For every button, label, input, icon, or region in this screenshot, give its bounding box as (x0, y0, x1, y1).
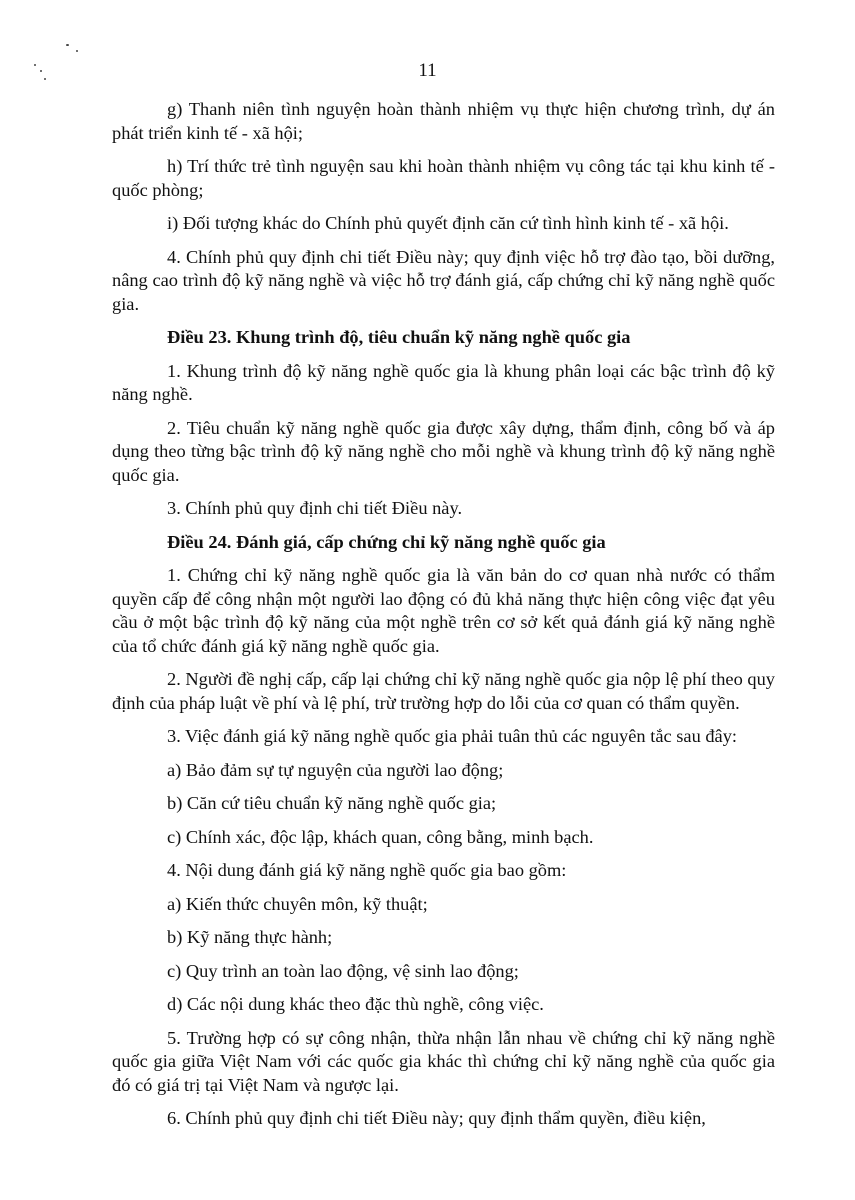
article-24-item-5: 5. Trường hợp có sự công nhận, thừa nhận lẫn nhau về chứng chỉ kỹ năng nghề quốc gia giữa Việt Nam với các quốc gia khác thì chứng chỉ kỹ năng nghề của quốc gia đó có giá trị tại Việt Nam và ngược lại. (112, 1027, 775, 1095)
article-24-item-4-c: c) Quy trình an toàn lao động, vệ sinh lao động; (167, 960, 519, 981)
article-23-heading: Điều 23. Khung trình độ, tiêu chuẩn kỹ năng nghề quốc gia (167, 327, 631, 347)
page-number: 11 (418, 60, 437, 81)
article-24-heading: Điều 24. Đánh giá, cấp chứng chỉ kỹ năng nghề quốc gia (167, 531, 606, 552)
article-24-item-4: 4. Nội dung đánh giá kỹ năng nghề quốc gia bao gồm: (167, 860, 567, 880)
article-23-item-3: 3. Chính phủ quy định chi tiết Điều này. (167, 498, 463, 518)
scan-speck (76, 50, 78, 52)
article-24-item-1: 1. Chứng chỉ kỹ năng nghề quốc gia là văn bản do cơ quan nhà nước có thẩm quyền cấp để công nhận một người lao động có đủ khả năng thực hiện công việc đạt yêu cầu ở một bậc trình độ kỹ năng của một nghề trên cơ sở kết quả đánh giá kỹ năng nghề của tổ chức đánh giá kỹ năng nghề quốc gia. (112, 565, 775, 656)
article-24-item-4-b: b) Kỹ năng thực hành; (167, 927, 333, 947)
article-24-item-3-c: c) Chính xác, độc lập, khách quan, công bằng, minh bạch. (167, 826, 594, 847)
clause-i: i) Đối tượng khác do Chính phủ quyết định căn cứ tình hình kinh tế - xã hội. (167, 213, 729, 233)
article-22-item-4: 4. Chính phủ quy định chi tiết Điều này; quy định việc hỗ trợ đào tạo, bồi dưỡng, nâng cao trình độ kỹ năng nghề và việc hỗ trợ đánh giá, cấp chứng chỉ kỹ năng nghề quốc gia. (112, 246, 775, 314)
article-24-item-2: 2. Người đề nghị cấp, cấp lại chứng chỉ kỹ năng nghề quốc gia nộp lệ phí theo quy định của pháp luật về phí và lệ phí, trừ trường hợp do lỗi của cơ quan có thẩm quyền. (112, 669, 775, 713)
article-24-item-3-a: a) Bảo đảm sự tự nguyện của người lao động; (167, 759, 504, 780)
article-24-item-3: 3. Việc đánh giá kỹ năng nghề quốc gia phải tuân thủ các nguyên tắc sau đây: (167, 726, 738, 746)
article-23-item-2: 2. Tiêu chuẩn kỹ năng nghề quốc gia được xây dựng, thẩm định, công bố và áp dụng theo từng bậc trình độ kỹ năng nghề cho mỗi nghề và khung trình độ kỹ năng nghề quốc gia. (112, 417, 775, 485)
clause-h: h) Trí thức trẻ tình nguyện sau khi hoàn thành nhiệm vụ công tác tại khu kinh tế - quốc phòng; (112, 156, 775, 200)
document-body (112, 98, 775, 1141)
article-24-item-4-a: a) Kiến thức chuyên môn, kỹ thuật; (167, 893, 428, 914)
article-24-item-3-b: b) Căn cứ tiêu chuẩn kỹ năng nghề quốc gia; (167, 793, 497, 813)
article-24-item-6: 6. Chính phủ quy định chi tiết Điều này; quy định thẩm quyền, điều kiện, (167, 1108, 706, 1128)
article-23-item-1: 1. Khung trình độ kỹ năng nghề quốc gia là khung phân loại các bậc trình độ kỹ năng nghề. (112, 360, 775, 404)
scan-speck (66, 44, 69, 46)
clause-g: g) Thanh niên tình nguyện hoàn thành nhiệm vụ thực hiện chương trình, dự án phát triển kinh tế - xã hội; (112, 99, 775, 143)
article-24-item-4-d: d) Các nội dung khác theo đặc thù nghề, công việc. (167, 994, 544, 1014)
